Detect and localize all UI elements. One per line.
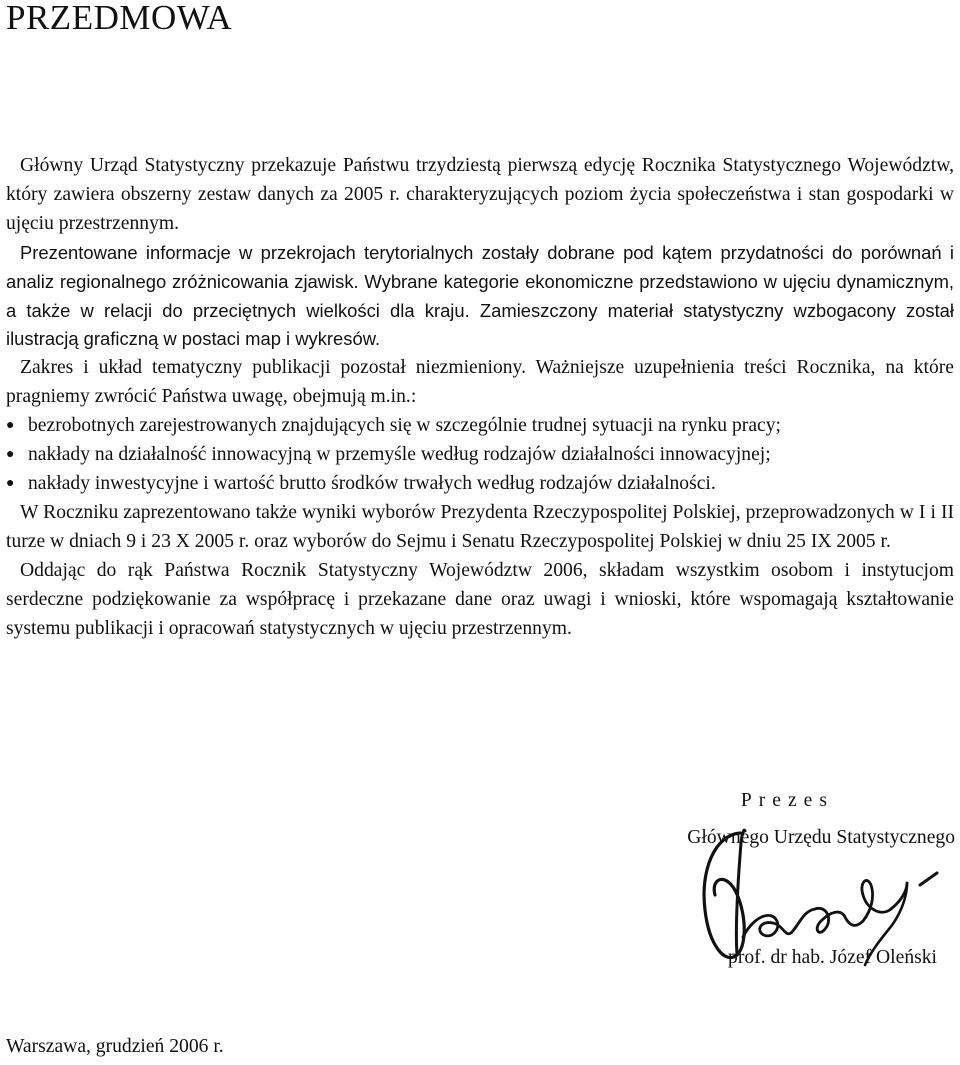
- signature-stroke: [815, 908, 863, 932]
- signature-stroke: [862, 880, 907, 921]
- list-item: [6, 470, 954, 499]
- paragraph-scope: Zakres i układ tematyczny publikacji pozostał niezmieniony. Ważniejsze uzupełnienia treści Rocznika, na które pragniemy zwrócić Państwa uwagę, obejmują m.in.:: [6, 357, 954, 408]
- paragraph-elections: W Roczniku zaprezentowano także wyniki wyborów Prezydenta Rzeczypospolitej Polskiej, przeprowadzonych w I i II turze w dniach 9 i 23 X 2005 r. oraz wyborów do Sejmu i Senatu Rzeczypospolitej Polskiej w dniu 25 IX 2005 r.: [6, 501, 954, 552]
- signatory-name: prof. dr hab. Józef Oleński: [728, 947, 937, 968]
- list-item-text: nakłady inwestycyjne i wartość brutto środków trwałych według rodzajów działalności.: [28, 472, 716, 494]
- bullet-icon: ●: [6, 418, 15, 434]
- paragraph-presentation: Prezentowane informacje w przekrojach terytorialnych zostały dobrane pod kątem przydatności do porównań i analiz regionalnego zróżnicowania zjawisk. Wybrane kategorie ekonomiczne przedstawiono w ujęciu dynamicznym, a także w relacji do przeciętnych wielkości dla kraju. Zamieszczony materiał statystyczny wzbogacony został ilustracją graficzną w postaci map i wykresów.: [6, 241, 954, 350]
- paragraph-thanks: Oddając do rąk Państwa Rocznik Statystyczny Województw 2006, składam wszystkim osobom i instytucjom serdeczne podziękowanie za współpracę i przekazane dane oraz uwagi i wnioski, które wspomagają kształtowanie systemu publikacji i opracowań statystycznych w ujęciu przestrzennym.: [6, 559, 954, 639]
- additions-list: [6, 412, 954, 499]
- signature-stroke: [743, 909, 815, 937]
- place-and-date: Warszawa, grudzień 2006 r.: [6, 1036, 224, 1057]
- signature-stroke: [920, 873, 937, 885]
- signatory-role: Prezes: [740, 790, 834, 811]
- bullet-icon: ●: [6, 475, 15, 491]
- page-title: PRZEDMOWA: [6, 0, 233, 37]
- preface-body: [6, 152, 954, 643]
- list-item-text: nakłady na działalność innowacyjną w przemyśle według rodzajów działalności innowacyjnej;: [28, 444, 771, 466]
- signatory-office: Głównego Urzędu Statystycznego: [687, 827, 955, 848]
- list-item-text: bezrobotnych zarejestrowanych znajdujących się w szczególnie trudnej sytuacji na rynku pracy;: [28, 415, 781, 437]
- bullet-icon: ●: [6, 447, 15, 463]
- list-item: [6, 412, 954, 441]
- paragraph-intro: Główny Urząd Statystyczny przekazuje Państwu trzydziestą pierwszą edycję Rocznika Statystycznego Województw, który zawiera obszerny zestaw danych za 2005 r. charakteryzujących poziom życia społeczeństwa i stan gospodarki w ujęciu przestrzennym.: [6, 155, 954, 234]
- list-item: [6, 441, 954, 470]
